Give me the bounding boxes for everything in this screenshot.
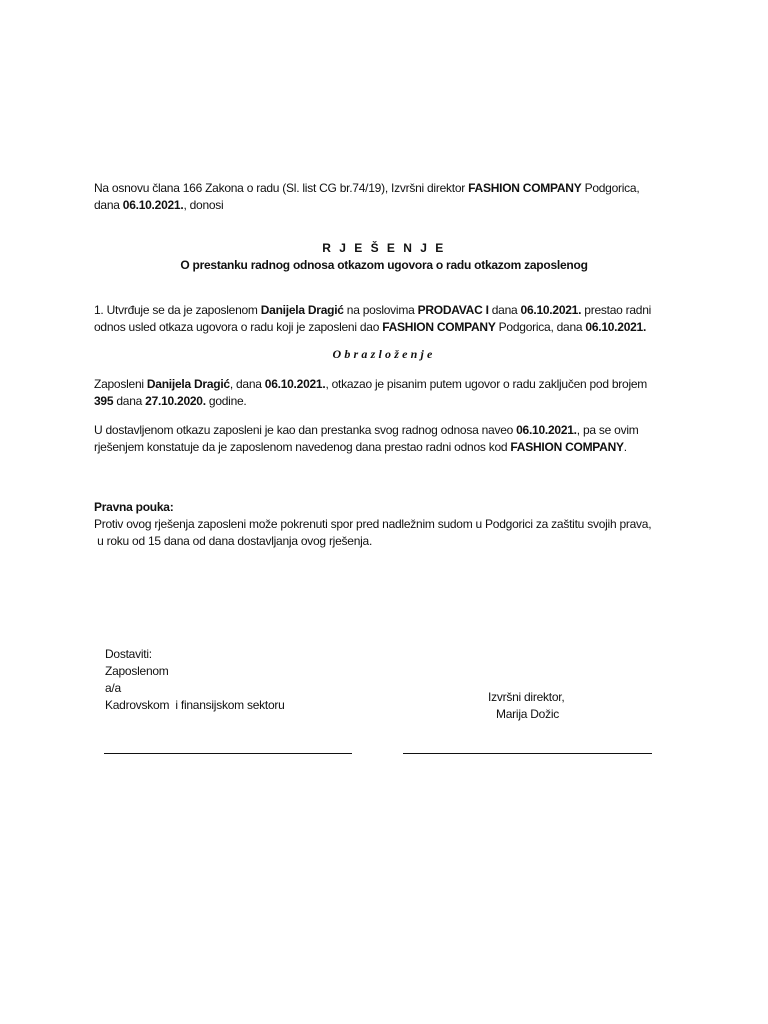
decision-text: dana — [488, 303, 521, 317]
explanation-text: , otkazao je pisanim putem ugovor o radu zaključen pod brojem — [325, 377, 648, 391]
decision-text: 1. Utvrđuje se da je zaposlenom — [94, 303, 261, 317]
explanation-text: U dostavljenom otkazu zaposleni je kao dan prestanka svog radnog odnosa naveo — [94, 423, 517, 437]
intro-text: Na osnovu člana 166 Zakona o radu (Sl. list CG br.74/19), Izvršni direktor — [94, 181, 469, 195]
decision-text: Podgorica, dana — [495, 320, 586, 334]
contract-number: 395 — [94, 394, 114, 408]
intro-text: dana — [94, 198, 123, 212]
legal-notice-line-2: u roku od 15 dana od dana dostavljanja ovog rješenja. — [94, 534, 373, 548]
explanation-text: rješenjem konstatuje da je zaposlenom navedenog dana prestao radni odnos kod — [94, 440, 511, 454]
decision-line-2 — [94, 319, 651, 336]
explanation-line-1 — [94, 376, 647, 393]
legal-notice-heading: Pravna pouka: — [94, 500, 174, 514]
delivery-item: Kadrovskom i finansijskom sektoru — [105, 698, 285, 712]
company-name: FASHION COMPANY — [382, 320, 496, 334]
right-signature-line — [403, 753, 652, 754]
explanation-text: Zaposleni — [94, 377, 147, 391]
intro-text: , donosi — [183, 198, 224, 212]
explanation-text: dana — [113, 394, 146, 408]
contract-date: 27.10.2020. — [145, 394, 206, 408]
document-subtitle: O prestanku radnog odnosa otkazom ugovora o radu otkazom zaposlenog — [180, 258, 588, 272]
resignation-date: 06.10.2021. — [264, 377, 326, 391]
explanation-text: , dana — [229, 377, 265, 391]
left-signature-line — [104, 753, 352, 754]
termination-date: 06.10.2021. — [520, 303, 582, 317]
explanation-text: . — [623, 440, 627, 454]
legal-notice — [94, 499, 651, 550]
delivery-heading: Dostaviti: — [105, 647, 152, 661]
legal-notice-line-1: Protiv ovog rješenja zaposleni može pokrenuti spor pred nadležnim sudom u Podgorici za zaštitu svojih prava, — [94, 517, 652, 531]
termination-date: 06.10.2021. — [516, 423, 577, 437]
decision-text: odnos usled otkaza ugovora o radu koji je zaposleni dao — [94, 320, 383, 334]
explanation-text: , pa se ovim — [576, 423, 639, 437]
job-position: PRODAVAC I — [417, 303, 489, 317]
delivery-item: a/a — [105, 681, 121, 695]
signature-name: Marija Dožic — [496, 707, 560, 721]
signature-role: Izvršni direktor, — [488, 690, 565, 704]
intro-line-2 — [94, 197, 639, 214]
explanation-line-4 — [94, 439, 638, 456]
delivery-item: Zaposlenom — [105, 664, 169, 678]
explanation-heading: Obrazloženje — [332, 347, 436, 361]
decision-text: prestao radni — [581, 303, 652, 317]
employee-name: Danijela Dragić — [146, 377, 230, 391]
intro-line-1 — [94, 180, 639, 197]
decision-date: 06.10.2021. — [585, 320, 647, 334]
intro-text: Podgorica, — [581, 181, 640, 195]
explanation-line-3 — [94, 422, 638, 439]
employee-name: Danijela Dragić — [260, 303, 344, 317]
decision-date: 06.10.2021. — [122, 198, 184, 212]
decision-paragraph — [94, 302, 651, 336]
decision-line-1 — [94, 302, 651, 319]
decision-text: na poslovima — [343, 303, 418, 317]
intro-paragraph — [94, 180, 639, 214]
company-name: FASHION COMPANY — [510, 440, 624, 454]
delivery-block — [105, 646, 285, 714]
explanation-paragraph-2 — [94, 422, 638, 456]
explanation-line-2 — [94, 393, 647, 410]
explanation-paragraph-1 — [94, 376, 647, 410]
document-title: R J E Š E N J E — [322, 241, 446, 255]
explanation-text: godine. — [205, 394, 247, 408]
company-name: FASHION COMPANY — [468, 181, 582, 195]
